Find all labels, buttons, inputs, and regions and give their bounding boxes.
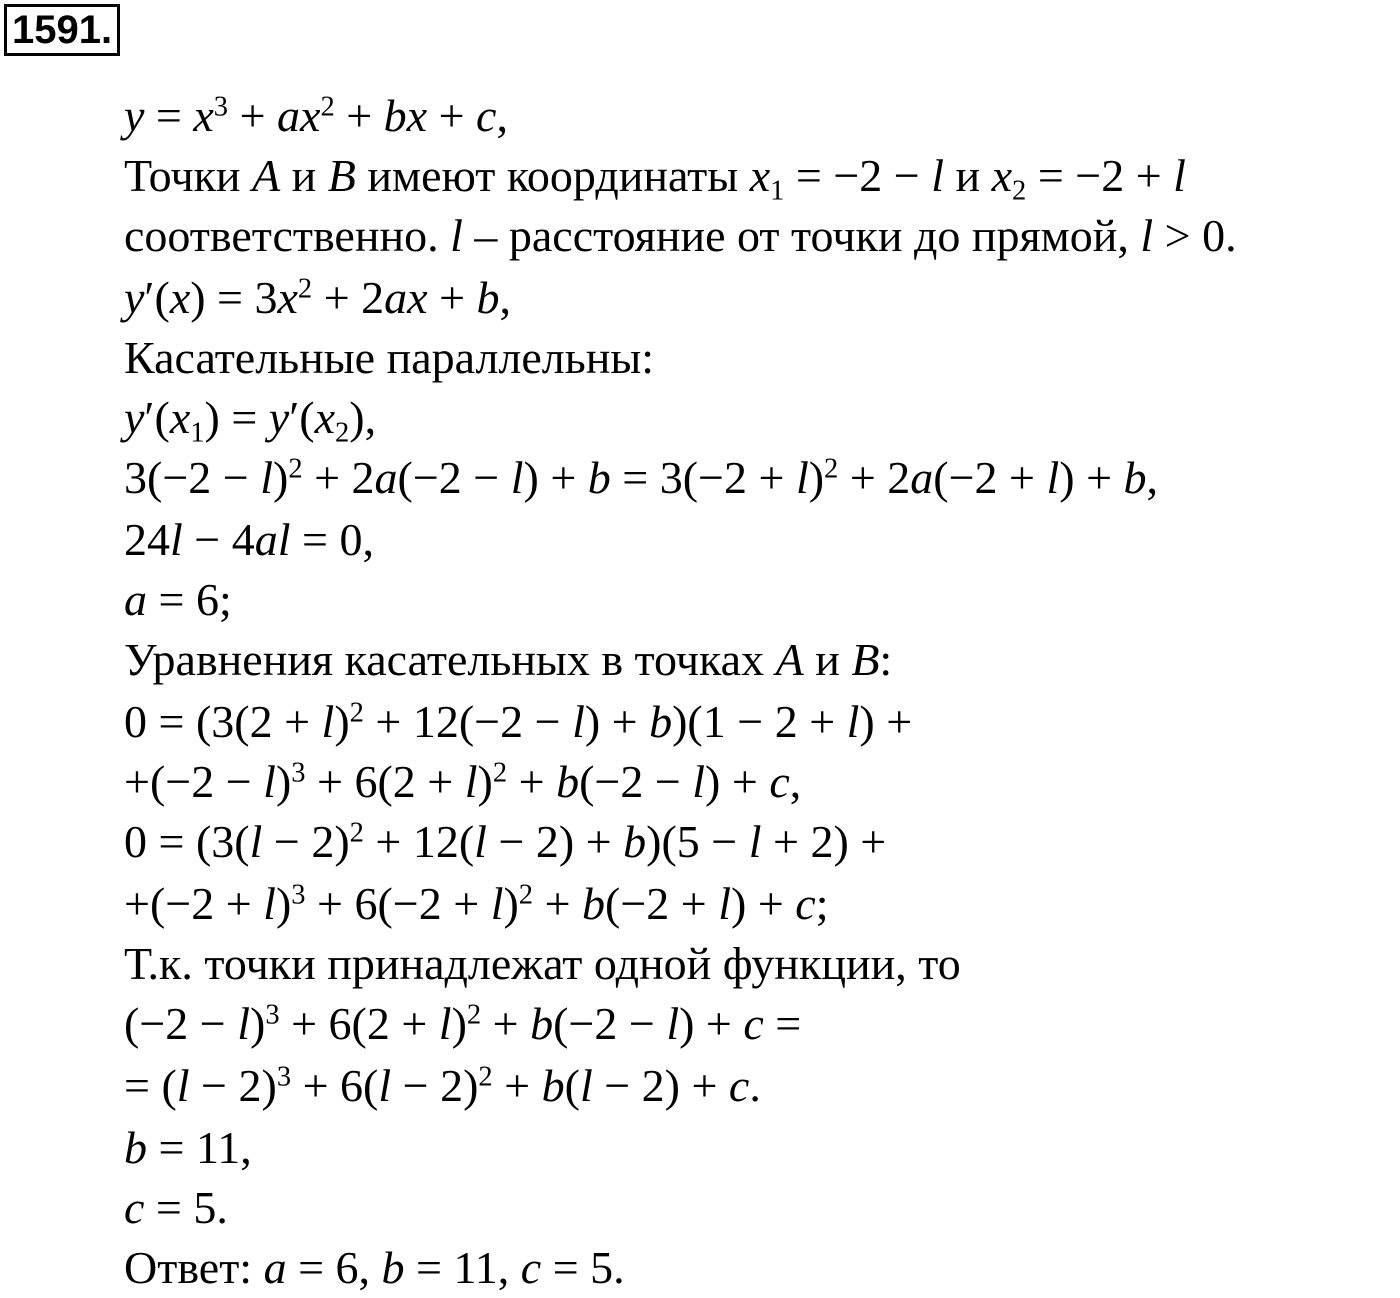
formula-derivatives-equal: $y'(x_1) = y'(x_2)$, (124, 392, 377, 449)
formula-b-value: b = 11, (124, 1122, 252, 1173)
points-description: Точки A и B имеют координаты $x_1 = -2 - l$ и $x_2 = -2 + l$ (124, 150, 1186, 207)
formula-tangent-b-part1: $0 = (3(l - 2)^2 + 12(l - 2) + b)(5 - l + 2)$ + (124, 816, 887, 867)
formula-tangent-a-part1: $0 = (3(2 + l)^2 + 12(-2 - l) + b)(1 - 2 + l)$ + (124, 696, 913, 747)
formula-function-values-part2: = $(l - 2)^3 + 6(l - 2)^2 + b(l - 2) + c$. (124, 1060, 761, 1111)
formula-function-values-part1: $(-2 - l)^3 + 6(2 + l)^2 + b(-2 - l) + c$ = (124, 998, 802, 1049)
formula-expanded-equality: $3(-2 - l)^2 + 2a(-2 - l) + b = 3(-2 + l)^2 + 2a(-2 + l) + b$, (124, 452, 1159, 503)
formula-a-value: a = 6; (124, 574, 232, 625)
answer-label: Ответ: (124, 1242, 253, 1293)
tangents-parallel-text: Касательные параллельны: (124, 332, 655, 383)
formula-simplified: 24l − 4al = 0, (124, 514, 374, 565)
formula-c-value: c = 5. (124, 1182, 228, 1233)
formula-tangent-b-part2: $+(-2 + l)^3 + 6(-2 + l)^2 + b(-2 + l) + c$; (124, 878, 829, 929)
problem-number (4, 4, 120, 56)
formula-tangent-a-part2: $+(-2 - l)^3 + 6(2 + l)^2 + b(-2 - l) + c$, (124, 756, 802, 807)
tangent-equations-text: Уравнения касательных в точках A и B: (124, 634, 893, 685)
problem-number-value: 1591 (12, 8, 101, 52)
problem-number-box: 1591. (4, 4, 120, 56)
distance-description: соответственно. l – расстояние от точки до прямой, l > 0. (124, 210, 1237, 261)
since-points-text: Т.к. точки принадлежат одной функции, то (124, 938, 961, 989)
formula-function: $y = x^3 + ax^2$ + bx + c, (124, 90, 508, 141)
answer-line: Ответ: a = 6, b = 11, c = 5. (124, 1242, 625, 1293)
formula-derivative: $y'(x) = 3x^2 + 2ax + b$, (124, 272, 512, 323)
